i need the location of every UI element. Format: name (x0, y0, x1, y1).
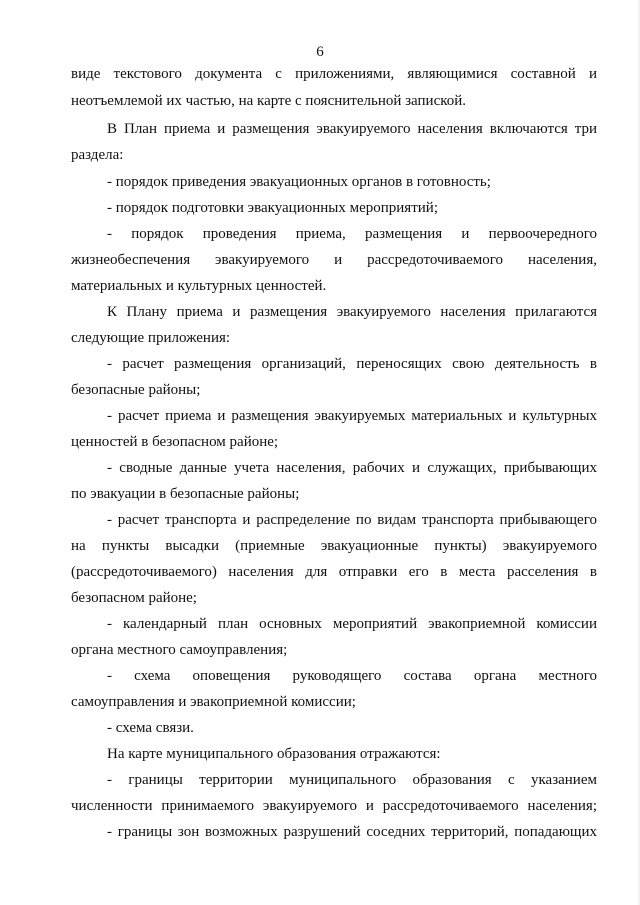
text-line: следующие приложения: (71, 330, 231, 346)
text-line: самоуправления и эвакоприемной комиссии; (71, 694, 356, 710)
text-line: безопасном районе; (71, 590, 197, 606)
text-line: органа местного самоуправления; (71, 642, 288, 658)
text-line: раздела: (71, 147, 124, 163)
list-item: - порядок приведения эвакуационных органов в готовность; (107, 174, 491, 190)
list-item: - границы территории муниципального образования с указанием (107, 772, 597, 788)
text-line: по эвакуации в безопасные районы; (71, 486, 300, 502)
text-line: виде текстового документа с приложениями, являющимися составной и (71, 66, 597, 82)
text-line: (рассредоточиваемого) населения для отправки его в места расселения в (71, 564, 597, 580)
text-line: В План приема и размещения эвакуируемого населения включаются три (107, 121, 597, 137)
list-item: - схема оповещения руководящего состава органа местного (107, 668, 597, 684)
text-line: На карте муниципального образования отражаются: (107, 746, 441, 762)
list-item: - порядок подготовки эвакуационных мероприятий; (107, 200, 438, 216)
text-line: численности принимаемого эвакуируемого и рассредоточиваемого населения; (71, 798, 597, 814)
text-line: жизнеобеспечения эвакуируемого и рассредоточиваемого населения, (71, 252, 597, 268)
list-item: - расчет размещения организаций, переносящих свою деятельность в (107, 356, 597, 372)
text-line: К Плану приема и размещения эвакуируемого населения прилагаются (107, 304, 597, 320)
list-item: - границы зон возможных разрушений соседних территорий, попадающих (107, 824, 597, 840)
page-number: 6 (316, 44, 324, 60)
list-item: - календарный план основных мероприятий эвакоприемной комиссии (107, 616, 597, 632)
text-line: неотъемлемой их частью, на карте с пояснительной запиской. (71, 93, 467, 109)
list-item: - порядок проведения приема, размещения и первоочередного (107, 226, 597, 242)
text-line: безопасные районы; (71, 382, 201, 398)
list-item: - расчет приема и размещения эвакуируемых материальных и культурных (107, 408, 597, 424)
text-line: материальных и культурных ценностей. (71, 278, 327, 294)
list-item: - сводные данные учета населения, рабочих и служащих, прибывающих (107, 460, 597, 476)
text-line: на пункты высадки (приемные эвакуационные пункты) эвакуируемого (71, 538, 597, 554)
text-line: ценностей в безопасном районе; (71, 434, 279, 450)
list-item: - схема связи. (107, 720, 194, 736)
list-item: - расчет транспорта и распределение по видам транспорта прибывающего (107, 512, 597, 528)
